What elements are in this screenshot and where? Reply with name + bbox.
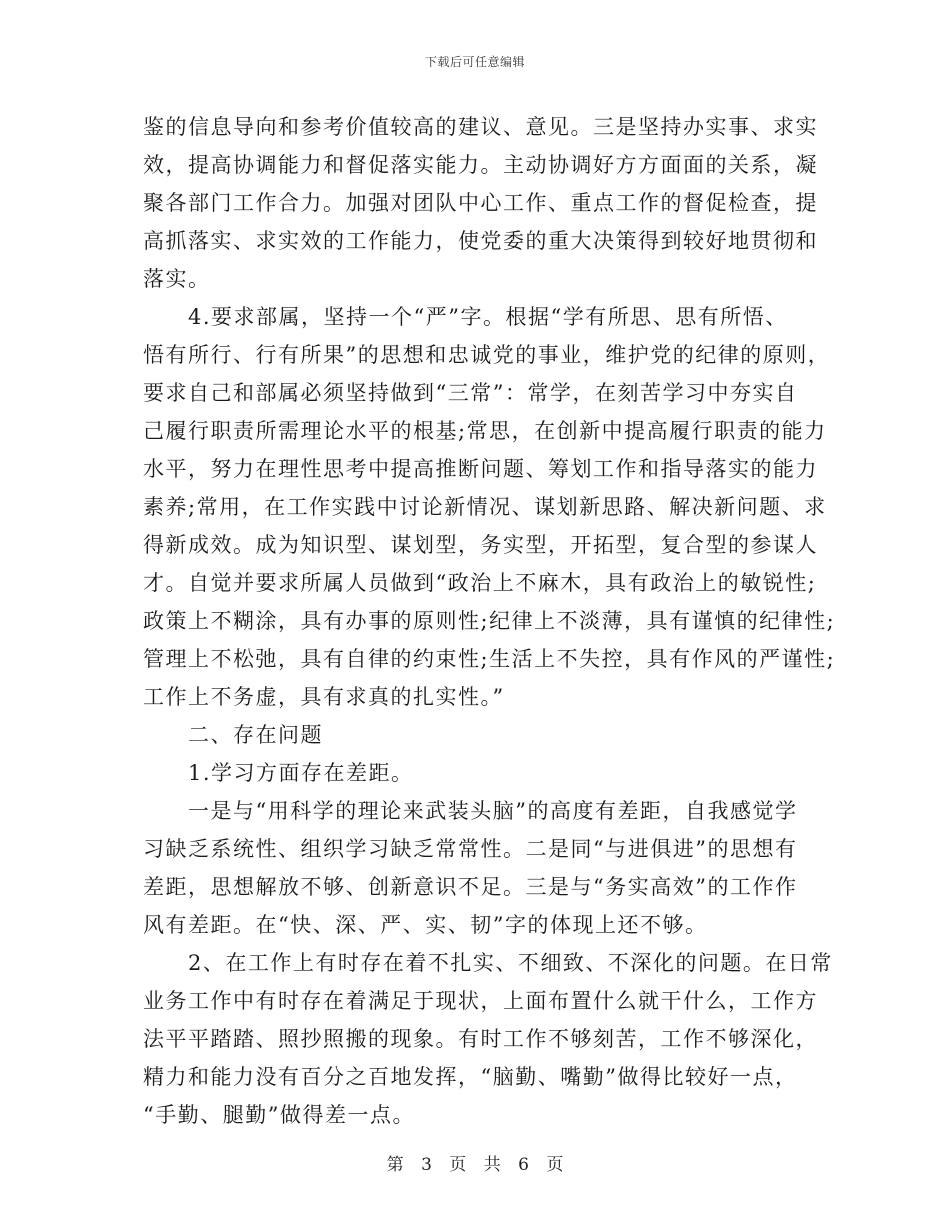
body-line: 管理上不松弛，具有自律的约束性;生活上不失控，具有作风的严谨性; xyxy=(143,647,836,671)
page-number-middle: 页 xyxy=(449,1155,467,1175)
body-line: “手勤、腿勤”做得差一点。 xyxy=(143,1103,415,1127)
paragraph-start-line: 4.要求部属，坚持一个“严”字。根据“学有所思、思有所悟、 xyxy=(188,305,788,329)
section-heading: 二、存在问题 xyxy=(188,723,323,747)
body-line: 鉴的信息导向和参考价值较高的建议、意见。三是坚持办实事、求实 xyxy=(143,115,818,139)
body-line: 精力和能力没有百分之百地发挥，“脑勤、嘴勤”做得比较好一点， xyxy=(143,1065,798,1089)
page-number-prefix: 第 xyxy=(386,1155,404,1175)
body-line: 差距，思想解放不够、创新意识不足。三是与“务实高效”的工作作 xyxy=(143,875,798,899)
body-line: 风有差距。在“快、深、严、实、韧”字的体现上还不够。 xyxy=(143,913,708,937)
current-page-number: 3 xyxy=(421,1155,432,1175)
body-line: 才。自觉并要求所属人员做到“政治上不麻木，具有政治上的敏锐性; xyxy=(143,571,817,595)
total-pages-number: 6 xyxy=(518,1155,529,1175)
paragraph-start-line: 一是与“用科学的理论来武装头脑”的高度有差距，自我感觉学 xyxy=(188,799,798,823)
paragraph-start-line: 2、在工作上有时存在着不扎实、不细致、不深化的问题。在日常 xyxy=(188,951,833,975)
body-line: 落实。 xyxy=(143,267,211,291)
body-line: 高抓落实、求实效的工作能力，使党委的重大决策得到较好地贯彻和 xyxy=(143,229,818,253)
body-text xyxy=(143,108,836,1134)
subsection-heading: 1.学习方面存在差距。 xyxy=(188,761,414,785)
page-number-suffix: 页 xyxy=(546,1155,564,1175)
body-line: 悟有所行、行有所果”的思想和忠诚党的事业，维护党的纪律的原则， xyxy=(143,343,831,367)
body-line: 业务工作中有时存在着满足于现状，上面布置什么就干什么，工作方 xyxy=(143,989,818,1013)
body-line: 己履行职责所需理论水平的根基;常思，在创新中提高履行职责的能力 xyxy=(143,419,827,443)
page-header: 下载后可任意编辑 xyxy=(424,55,525,69)
page-total-label: 共 xyxy=(483,1155,501,1175)
body-line: 工作上不务虚，具有求真的扎实性。” xyxy=(143,685,505,709)
body-line: 习缺乏系统性、组织学习缺乏常常性。二是同“与进俱进”的思想有 xyxy=(143,837,798,861)
body-line: 效，提高协调能力和督促落实能力。主动协调好方方面面的关系，凝 xyxy=(143,153,818,177)
body-line: 素养;常用，在工作实践中讨论新情况、谋划新思路、解决新问题、求 xyxy=(143,495,827,519)
body-line: 得新成效。成为知识型、谋划型，务实型，开拓型，复合型的参谋人 xyxy=(143,533,818,557)
body-line: 政策上不糊涂，具有办事的原则性;纪律上不淡薄，具有谨慎的纪律性; xyxy=(143,609,836,633)
body-line: 聚各部门工作合力。加强对团队中心工作、重点工作的督促检查，提 xyxy=(143,191,818,215)
body-line: 要求自己和部属必须坚持做到“三常”：常学，在刻苦学习中夯实自 xyxy=(143,381,798,405)
body-line: 水平，努力在理性思考中提高推断问题、筹划工作和指导落实的能力 xyxy=(143,457,818,481)
page-footer xyxy=(0,1150,950,1175)
body-line: 法平平踏踏、照抄照搬的现象。有时工作不够刻苦，工作不够深化， xyxy=(143,1027,818,1051)
